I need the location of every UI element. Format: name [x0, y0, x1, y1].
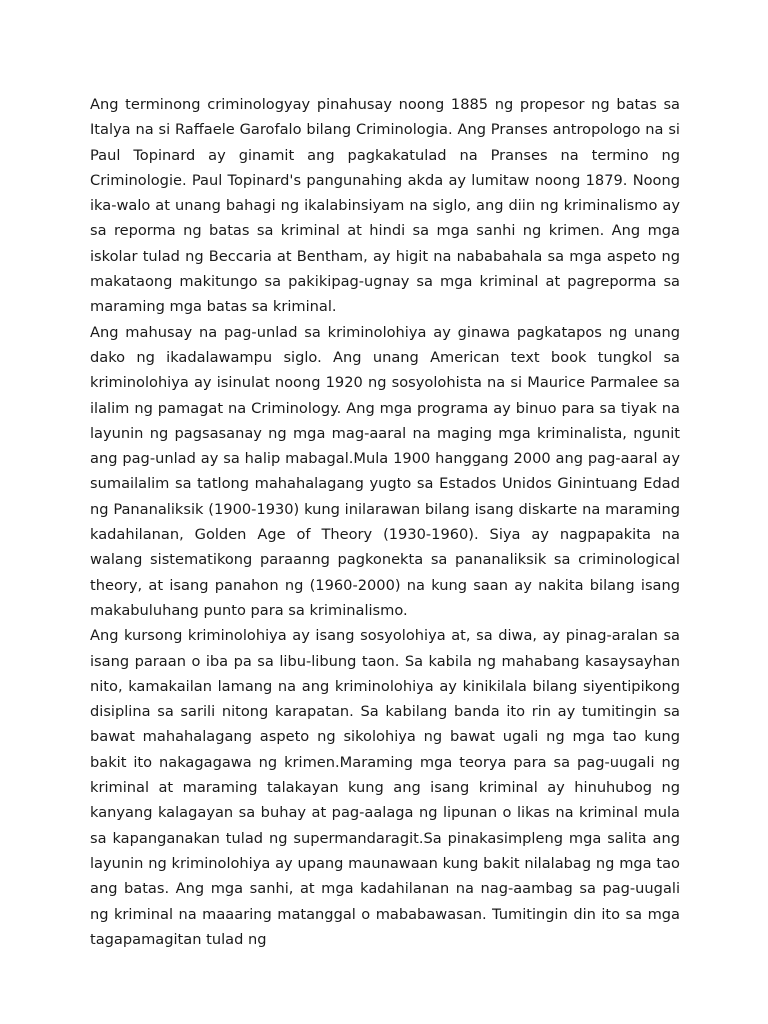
paragraph-2: Ang mahusay na pag-unlad sa kriminolohiya ay ginawa pagkatapos ng unang dako ng ikadalawampu siglo. Ang unang American text book tungkol sa kriminolohiya ay isinulat noong 1920 ng sosyolohista na si Maurice Parmalee sa ilalim ng pamagat na Criminology. Ang mga programa ay binuo para sa tiyak na layunin ng pagsasanay ng mga mag-aaral na maging mga kriminalista, ngunit ang pag-unlad ay sa halip mabagal.Mula 1900 hanggang 2000 ang pag-aaral ay sumailalim sa tatlong mahahalagang yugto sa Estados Unidos Ginintuang Edad ng Pananaliksik (1900-1930) kung inilarawan bilang isang diskarte na maraming kadahilanan, Golden Age of Theory (1930-1960). Siya ay nagpapakita na walang sistematikong paraanng pagkonekta sa pananaliksik sa criminological theory, at isang panahon ng (1960-2000) na kung saan ay nakita bilang isang makabuluhang punto para sa kriminalismo.	[90, 323, 680, 619]
document-body	[90, 92, 680, 952]
paragraph-3: Ang kursong kriminolohiya ay isang sosyolohiya at, sa diwa, ay pinag-aralan sa isang paraan o iba pa sa libu-libung taon. Sa kabila ng mahabang kasaysayhan nito, kamakailan lamang na ang kriminolohiya ay kinikilala bilang siyentipikong disiplina sa sarili nitong karapatan. Sa kabilang banda ito rin ay tumitingin sa bawat mahahalagang aspeto ng sikolohiya ng bawat ugali ng mga tao kung bakit ito nakagagawa ng krimen.Maraming mga teorya para sa pag-uugali ng kriminal at maraming talakayan kung ang isang kriminal ay hinuhubog ng kanyang kalagayan sa buhay at pag-aalaga ng lipunan o likas na kriminal mula sa kapanganakan tulad ng supermandaragit.Sa pinakasimpleng mga salita ang layunin ng kriminolohiya ay upang maunawaan kung bakit nilalabag ng mga tao ang batas. Ang mga sanhi, at mga kadahilanan na nag-aambag sa pag-uugali ng kriminal na maaaring matanggal o mababawasan. Tumitingin din ito sa mga tagapamagitan tulad ng	[90, 627, 680, 948]
paragraph-1: Ang terminong criminologyay pinahusay noong 1885 ng propesor ng batas sa Italya na si Raffaele Garofalo bilang Criminologia. Ang Pranses antropologo na si Paul Topinard ay ginamit ang pagkakatulad na Pranses na termino ng Criminologie. Paul Topinard's pangunahing akda ay lumitaw noong 1879. Noong ika-walo at unang bahagi ng ikalabinsiyam na siglo, ang diin ng kriminalismo ay sa reporma ng batas sa kriminal at hindi sa mga sanhi ng krimen. Ang mga iskolar tulad ng Beccaria at Bentham, ay higit na nababahala sa mga aspeto ng makataong makitungo sa pakikipag-ugnay sa mga kriminal at pagreporma sa maraming mga batas sa kriminal.	[90, 96, 680, 316]
